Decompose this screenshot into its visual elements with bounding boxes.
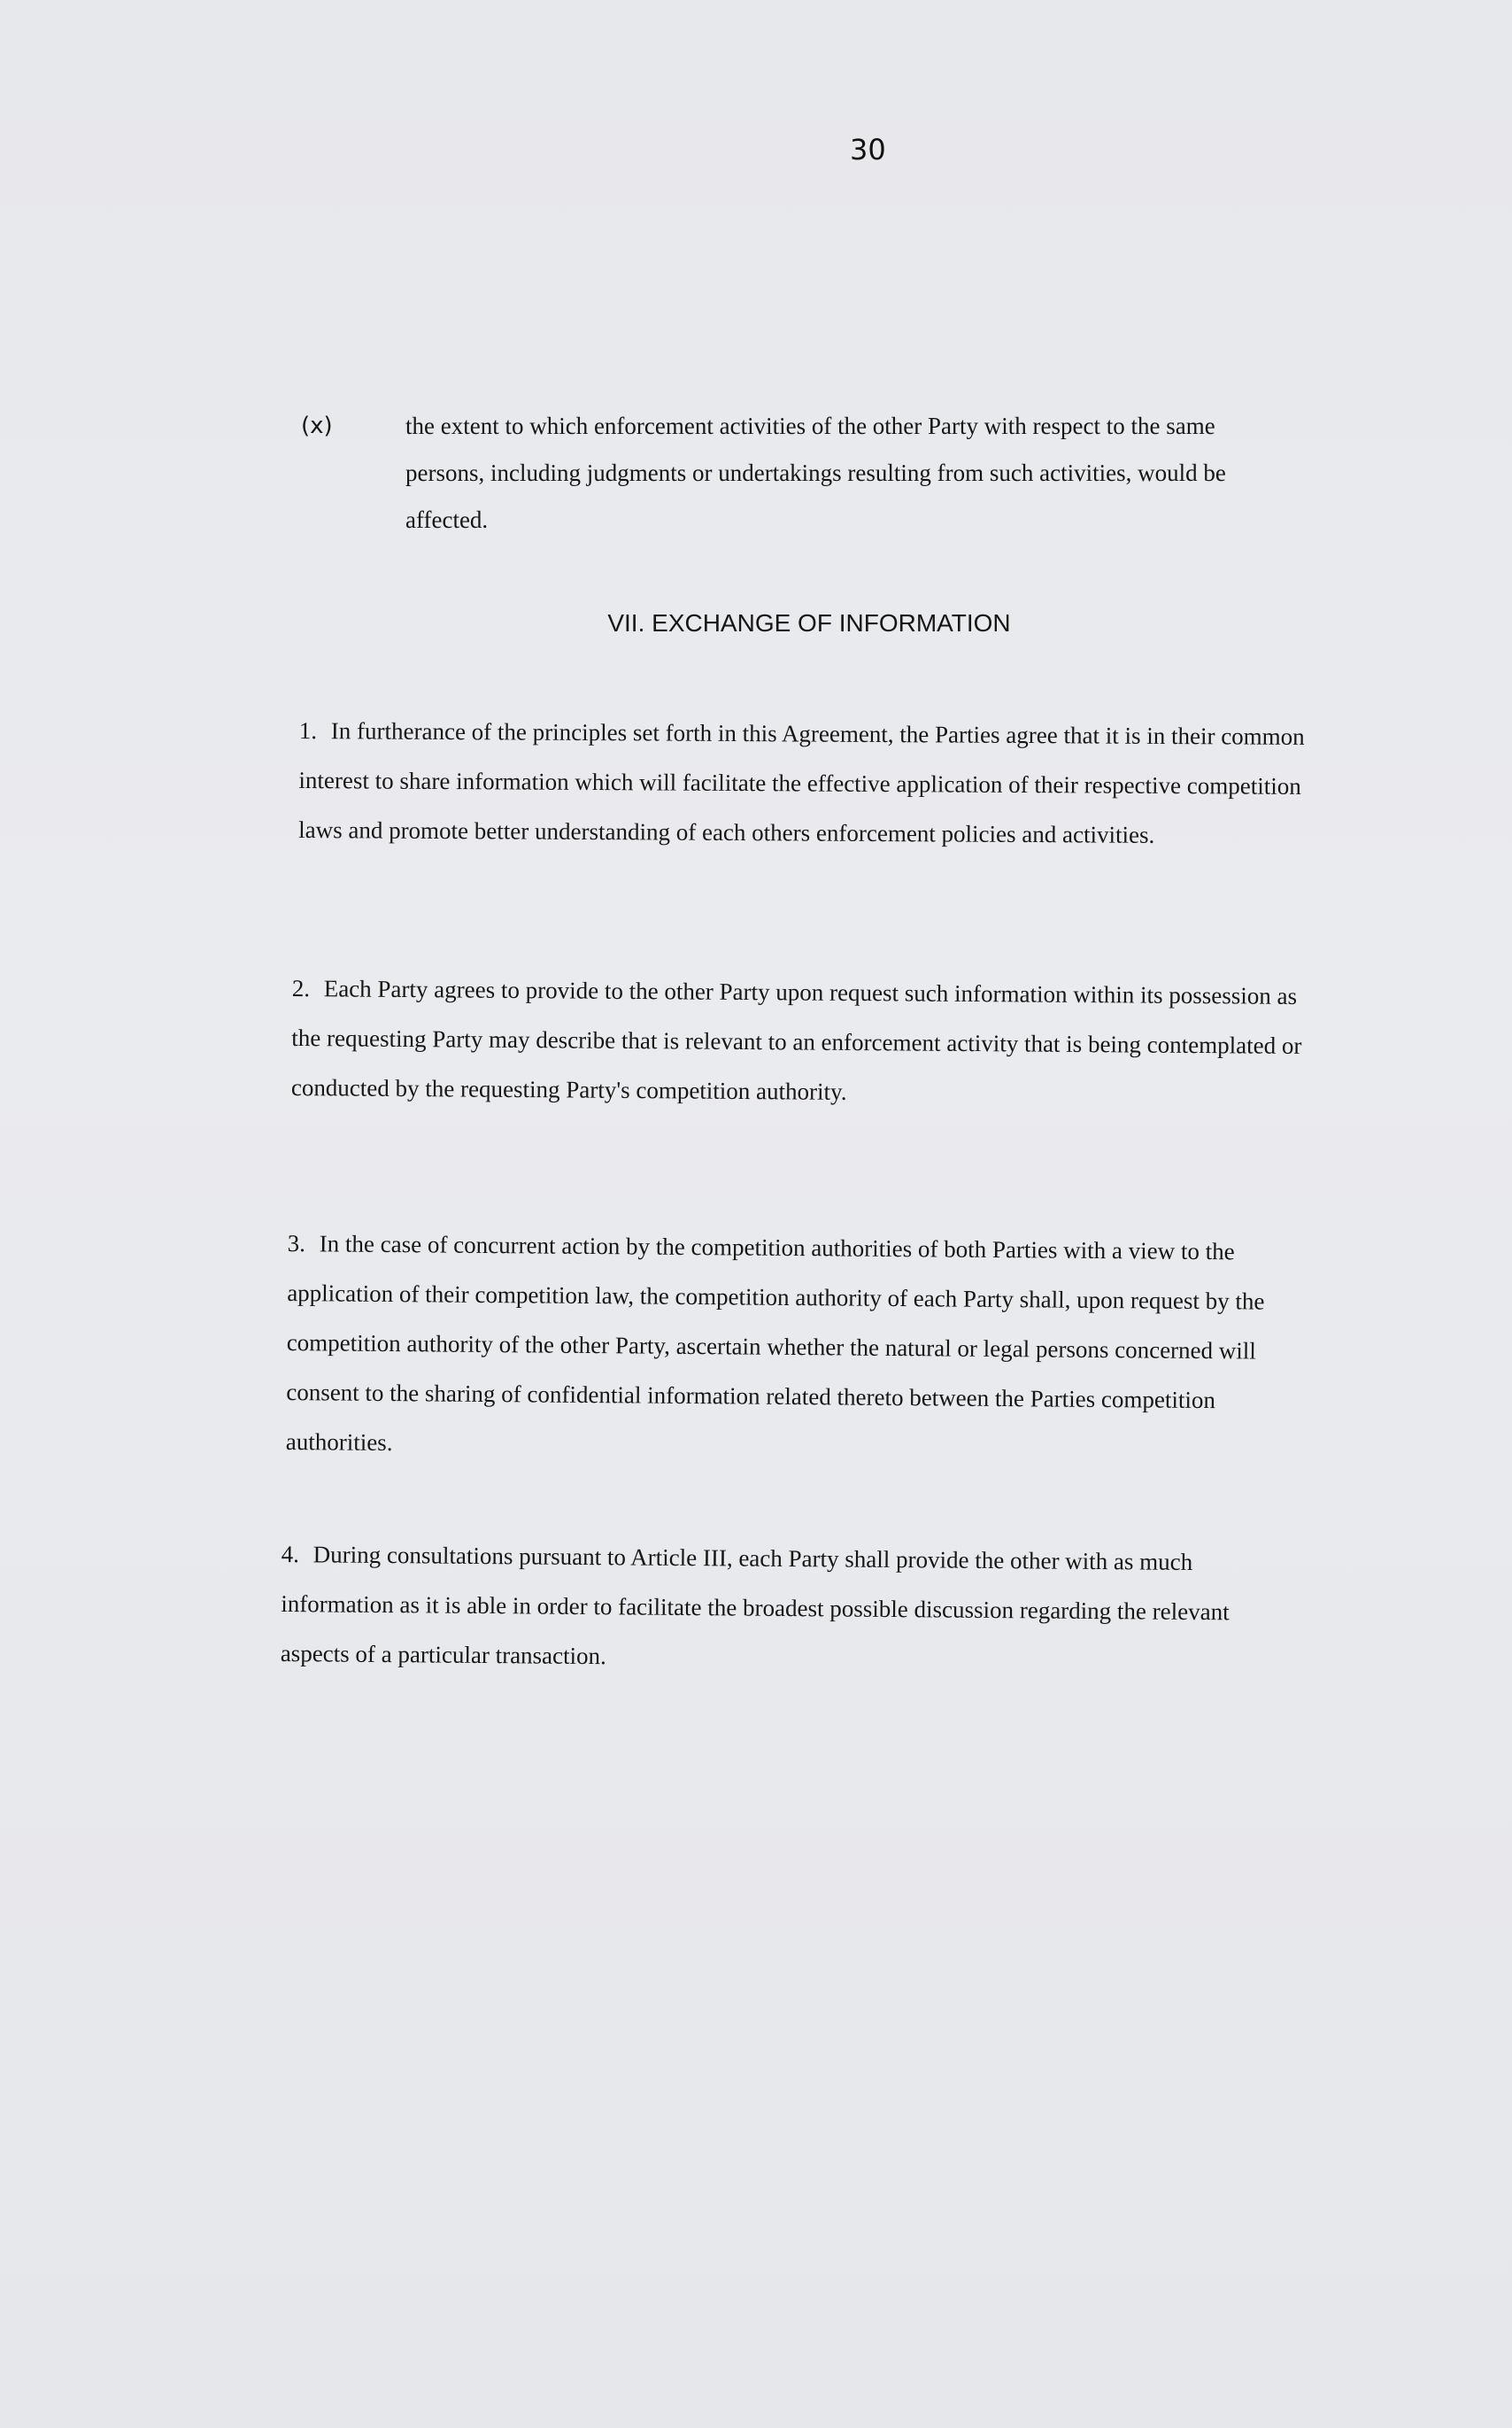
paragraph-number: 4. bbox=[281, 1540, 300, 1568]
paragraph-text: In the case of concurrent action by the competition authorities of both Parties with a view to the application of their competition law, the competition authority of each Party shall, upon request by the competition authority of the other Party, ascertain whether the natural or legal persons concerned will consent to the sharing of confidential information related thereto between the Parties competition authorities. bbox=[285, 1230, 1265, 1457]
section-heading: VII. EXCHANGE OF INFORMATION bbox=[607, 609, 1011, 637]
paragraph-text: During consultations pursuant to Article III, each Party shall provide the other with as much information as it is able in order to facilitate the broadest possible discussion regarding the relevant aspects of a particular transaction. bbox=[280, 1541, 1230, 1670]
paragraph-text: In furtherance of the principles set forth in this Agreement, the Parties agree that it is in their common interest to share information which will facilitate the effective application of their respective competition laws and promote better understanding of each others enforcement policies and activities. bbox=[298, 717, 1305, 848]
paragraph-number: 3. bbox=[287, 1229, 306, 1257]
list-item-x bbox=[301, 403, 1346, 544]
paragraph-text: Each Party agrees to provide to the other Party upon request such information within its possession as the requesting Party may describe that is relevant to an enforcement activity that is being contemplated or conducted by the requesting Party's competition authority. bbox=[290, 975, 1302, 1105]
paragraph-3 bbox=[286, 1218, 1306, 1475]
paragraph-1 bbox=[298, 706, 1317, 861]
paragraph-number: 1. bbox=[298, 716, 318, 745]
paragraph-2 bbox=[291, 963, 1310, 1120]
paragraph-number: 2. bbox=[291, 974, 311, 1002]
paragraph-4 bbox=[281, 1529, 1300, 1687]
item-label: (x) bbox=[301, 413, 333, 439]
page-number: 30 bbox=[850, 133, 886, 166]
item-text: the extent to which enforcement activities of the other Party with respect to the same persons, including judgments or undertakings resulting from such activities, would be affected. bbox=[405, 413, 1226, 533]
